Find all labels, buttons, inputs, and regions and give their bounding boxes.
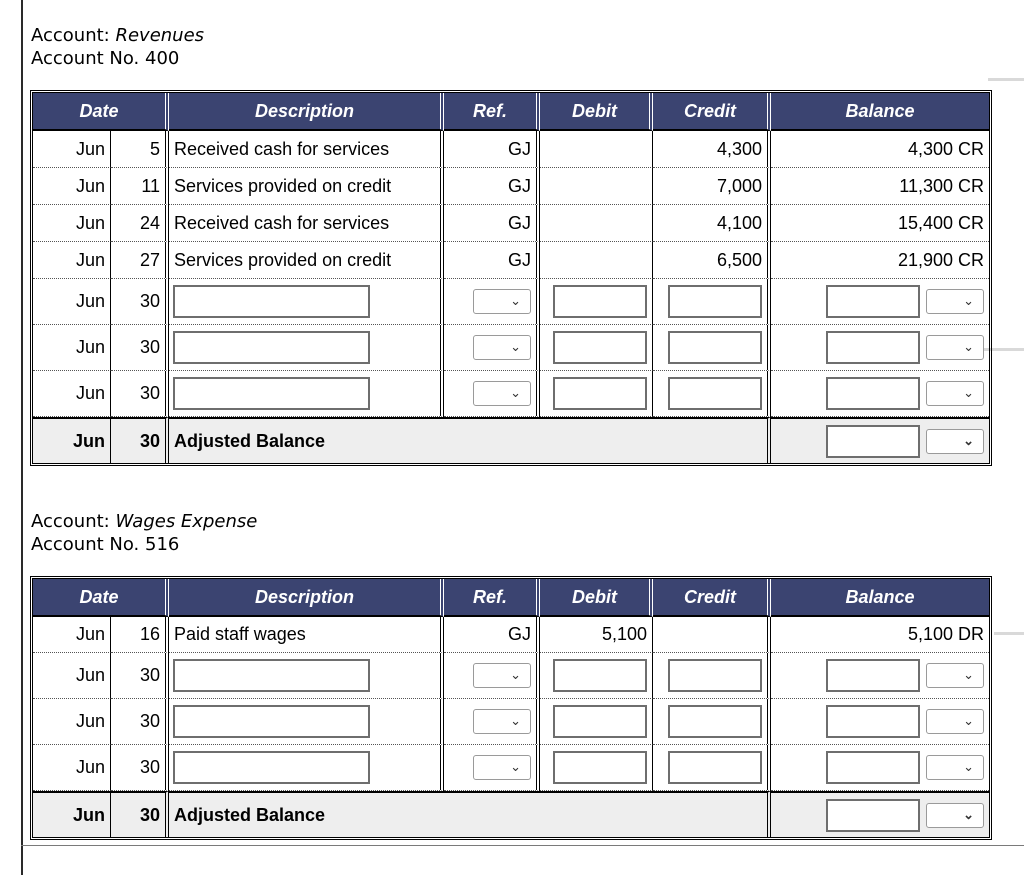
row-day: 30 [111,417,169,463]
description-cell [169,699,444,745]
row-debit [540,168,653,205]
entry-row [33,653,989,699]
ref-cell [444,371,540,417]
credit-input[interactable] [668,377,762,410]
row-debit [540,205,653,242]
row-day: 30 [111,279,169,325]
ref-select[interactable] [473,709,531,734]
balance-cell [771,699,989,745]
column-header-balance: Balance [771,93,989,131]
row-month: Jun [33,417,111,463]
credit-input[interactable] [668,751,762,784]
ref-cell [444,279,540,325]
entry-row [33,325,989,371]
account-label: Account: [31,25,116,46]
row-credit: 7,000 [653,168,771,205]
row-balance: 11,300 CR [771,168,989,205]
background-mark [994,632,1024,635]
bottom-border-line [21,845,1024,846]
row-ref: GJ [444,168,540,205]
debit-cell [540,325,653,371]
row-day: 5 [111,131,169,168]
balance-cell [771,745,989,791]
ref-select[interactable] [473,663,531,688]
balance-type-select[interactable] [926,289,984,314]
row-month: Jun [33,617,111,653]
row-month: Jun [33,242,111,279]
row-month: Jun [33,131,111,168]
description-input[interactable] [173,285,370,318]
description-cell [169,745,444,791]
description-cell [169,653,444,699]
row-day: 24 [111,205,169,242]
row-debit: 5,100 [540,617,653,653]
column-header-description: Description [169,579,444,617]
description-input[interactable] [173,377,370,410]
row-balance: 5,100 DR [771,617,989,653]
debit-input[interactable] [553,331,647,364]
debit-cell [540,279,653,325]
row-month: Jun [33,653,111,699]
debit-input[interactable] [553,751,647,784]
ref-cell [444,325,540,371]
description-input[interactable] [173,705,370,738]
entry-row [33,745,989,791]
column-header-balance: Balance [771,579,989,617]
row-day: 30 [111,371,169,417]
balance-type-select[interactable] [926,429,984,454]
credit-cell [653,371,771,417]
credit-input[interactable] [668,659,762,692]
chevron-down-icon: ⌄ [963,667,975,682]
account-name: Revenues [115,25,205,46]
credit-cell [653,279,771,325]
row-day: 11 [111,168,169,205]
debit-input[interactable] [553,705,647,738]
chevron-down-icon: ⌄ [963,713,975,728]
chevron-down-icon: ⌄ [963,432,975,448]
debit-cell [540,745,653,791]
row-day: 30 [111,745,169,791]
row-description: Received cash for services [169,205,444,242]
credit-cell [653,325,771,371]
debit-input[interactable] [553,377,647,410]
column-header-ref: Ref. [444,579,540,617]
adjusted-balance-input[interactable] [826,425,920,458]
ref-select[interactable] [473,381,531,406]
balance-input[interactable] [826,705,920,738]
debit-cell [540,699,653,745]
adjusted-balance-row [33,417,989,463]
ref-select[interactable] [473,335,531,360]
row-description: Services provided on credit [169,168,444,205]
row-day: 16 [111,617,169,653]
header-row [33,93,989,131]
credit-input[interactable] [668,285,762,318]
table-row [33,131,989,168]
account-name-line [31,24,204,47]
row-description: Paid staff wages [169,617,444,653]
balance-input[interactable] [826,659,920,692]
adjusted-balance-row [33,791,989,837]
column-header-credit: Credit [653,93,771,131]
table-row [33,242,989,279]
description-cell [169,279,444,325]
row-month: Jun [33,745,111,791]
column-header-credit: Credit [653,579,771,617]
row-ref: GJ [444,617,540,653]
row-month: Jun [33,791,111,837]
header-row [33,579,989,617]
background-mark [988,78,1024,81]
entry-row [33,371,989,417]
chevron-down-icon: ⌄ [963,759,975,774]
chevron-down-icon: ⌄ [963,339,975,354]
chevron-down-icon: ⌄ [963,806,975,822]
row-credit [653,617,771,653]
description-input[interactable] [173,659,370,692]
column-header-description: Description [169,93,444,131]
ref-cell [444,745,540,791]
chevron-down-icon: ⌄ [963,293,975,308]
row-credit: 4,300 [653,131,771,168]
row-day: 30 [111,699,169,745]
balance-input[interactable] [826,285,920,318]
balance-cell [771,371,989,417]
balance-cell [771,325,989,371]
row-month: Jun [33,279,111,325]
left-border-line [21,0,23,875]
description-input[interactable] [173,751,370,784]
balance-type-select[interactable] [926,335,984,360]
ref-cell [444,653,540,699]
account-name-line [31,510,257,533]
chevron-down-icon: ⌄ [510,293,522,308]
ref-cell [444,699,540,745]
row-balance: 4,300 CR [771,131,989,168]
ledger-table-wages-expense [30,576,992,840]
column-header-date: Date [33,93,169,131]
account-number: Account No. 400 [31,48,180,69]
balance-cell [771,417,989,463]
description-cell [169,325,444,371]
adjusted-balance-label: Adjusted Balance [169,791,771,837]
credit-cell [653,653,771,699]
row-month: Jun [33,371,111,417]
column-header-date: Date [33,579,169,617]
column-header-debit: Debit [540,579,653,617]
table-row [33,617,989,653]
entry-row [33,699,989,745]
row-month: Jun [33,699,111,745]
row-credit: 6,500 [653,242,771,279]
account-number: Account No. 516 [31,534,180,555]
chevron-down-icon: ⌄ [963,385,975,400]
row-balance: 15,400 CR [771,205,989,242]
row-debit [540,131,653,168]
table-row [33,205,989,242]
row-day: 30 [111,791,169,837]
account-header-revenues [31,24,204,70]
ledger-table-revenues [30,90,992,466]
adjusted-balance-label: Adjusted Balance [169,417,771,463]
chevron-down-icon: ⌄ [510,339,522,354]
debit-cell [540,371,653,417]
account-header-wages-expense [31,510,257,556]
account-name: Wages Expense [115,511,258,532]
credit-input[interactable] [668,705,762,738]
balance-input[interactable] [826,331,920,364]
balance-input[interactable] [826,377,920,410]
debit-cell [540,653,653,699]
row-month: Jun [33,325,111,371]
balance-input[interactable] [826,751,920,784]
description-input[interactable] [173,331,370,364]
chevron-down-icon: ⌄ [510,667,522,682]
row-ref: GJ [444,131,540,168]
row-balance: 21,900 CR [771,242,989,279]
account-label: Account: [31,511,116,532]
column-header-ref: Ref. [444,93,540,131]
row-day: 27 [111,242,169,279]
row-day: 30 [111,325,169,371]
row-month: Jun [33,205,111,242]
credit-cell [653,745,771,791]
ref-select[interactable] [473,755,531,780]
credit-input[interactable] [668,331,762,364]
balance-type-select[interactable] [926,709,984,734]
row-credit: 4,100 [653,205,771,242]
balance-type-select[interactable] [926,803,984,828]
row-ref: GJ [444,205,540,242]
table-row [33,168,989,205]
chevron-down-icon: ⌄ [510,759,522,774]
row-debit [540,242,653,279]
chevron-down-icon: ⌄ [510,385,522,400]
balance-cell [771,653,989,699]
row-description: Received cash for services [169,131,444,168]
debit-input[interactable] [553,659,647,692]
column-header-debit: Debit [540,93,653,131]
debit-input[interactable] [553,285,647,318]
row-day: 30 [111,653,169,699]
entry-row [33,279,989,325]
balance-type-select[interactable] [926,755,984,780]
balance-type-select[interactable] [926,381,984,406]
row-month: Jun [33,168,111,205]
row-description: Services provided on credit [169,242,444,279]
row-ref: GJ [444,242,540,279]
balance-cell [771,791,989,837]
adjusted-balance-input[interactable] [826,799,920,832]
credit-cell [653,699,771,745]
chevron-down-icon: ⌄ [510,713,522,728]
balance-type-select[interactable] [926,663,984,688]
ref-select[interactable] [473,289,531,314]
description-cell [169,371,444,417]
balance-cell [771,279,989,325]
